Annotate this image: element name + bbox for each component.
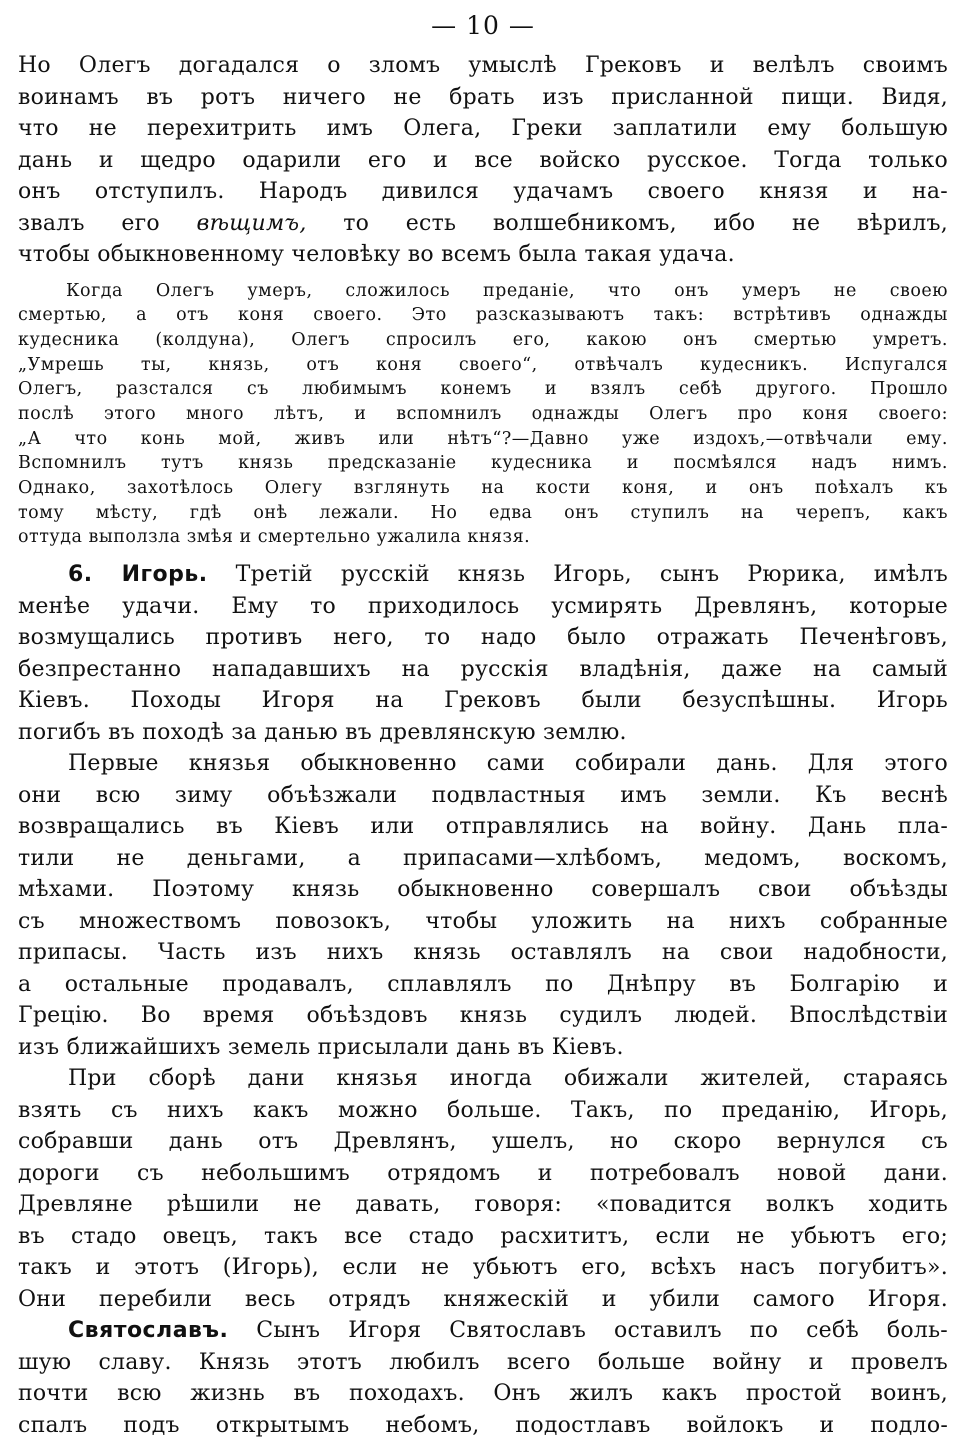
text-line: шую славу. Князь этотъ любилъ всего больше войну и провелъ	[18, 1349, 948, 1375]
text-line: изъ ближайшихъ земель присылали дань въ Кіевъ.	[18, 1034, 624, 1060]
text-line: воинамъ въ ротъ ничего не брать изъ присланной пищи. Видя,	[18, 84, 948, 110]
section-heading-svyatoslav: Святославъ.	[68, 1318, 229, 1344]
small-text-line: кудесника (колдуна), Олегъ спросилъ его, какою онъ смертью умретъ.	[18, 329, 948, 350]
italic-term-veshchim: вѣщимъ,	[196, 210, 307, 236]
small-text-line: „Умрешь ты, князь, отъ коня своего“, отвѣчалъ кудесникъ. Испугался	[18, 354, 948, 375]
text-line: чтобы обыкновенному человѣку во всемъ была такая удача.	[18, 242, 735, 267]
text-line: взять съ нихъ какъ можно больше. Такъ, по преданію, Игорь,	[18, 1097, 948, 1123]
text-line: съ множествомъ повозокъ, чтобы уложить на нихъ собранные	[18, 908, 948, 934]
text-segment: Третій русскій князь Игорь, сынъ Рюрика, имѣлъ	[207, 562, 948, 588]
text-line: спалъ подъ открытымъ небомъ, подостлавъ войлокъ и подло-	[18, 1412, 948, 1438]
text-line: безпрестанно нападавшихъ на русскія владѣнія, даже на самый	[18, 656, 948, 682]
small-text-line: тому мѣсту, гдѣ онѣ лежали. Но едва онъ ступилъ на черепъ, какъ	[18, 502, 948, 523]
text-line: тили не деньгами, а припасами—хлѣбомъ, медомъ, воскомъ,	[18, 845, 948, 871]
paragraph-oleg-poison	[18, 50, 948, 271]
text-line: почти всю жизнь въ походахъ. Онъ жилъ какъ простой воинъ,	[18, 1381, 948, 1407]
small-text-line: оттуда выползла змѣя и смертельно ужалила князя.	[18, 527, 531, 548]
small-text-line: Однако, захотѣлось Олегу взглянуть на кости коня, и онъ поѣхалъ къ	[18, 478, 948, 498]
text-segment: то есть волшебникомъ, ибо не вѣрилъ,	[306, 210, 948, 236]
section-heading-igor: 6. Игорь.	[68, 562, 208, 588]
text-segment: Сынъ Игоря Святославъ оставилъ по себѣ боль-	[228, 1318, 948, 1344]
text-line: собравши дань отъ Древлянъ, ушелъ, но скоро вернулся съ	[18, 1129, 948, 1155]
text-line: дороги съ небольшимъ отрядомъ и потребовалъ новой дани.	[18, 1160, 948, 1186]
paragraph-tribute	[18, 748, 948, 1063]
section-igor	[18, 559, 948, 748]
text-line: что не перехитрить имъ Олега, Греки заплатили ему большую	[18, 116, 948, 141]
text-line: они всю зиму объѣзжали подвластныя имъ земли. Къ веснѣ	[18, 782, 948, 808]
page-number: — 10 —	[431, 11, 535, 40]
text-line: Кіевъ. Походы Игоря на Грековъ были безуспѣшны. Игорь	[18, 688, 948, 714]
text-line: Они перебили весь отрядъ княжескій и убили самого Игоря.	[18, 1286, 948, 1312]
text-line: такъ и этотъ (Игорь), если не убьютъ его, всѣхъ насъ погубитъ».	[18, 1255, 948, 1281]
small-text-line: „А что конь мой, живъ или нѣтъ“?—Давно уже издохъ,—отвѣчали ему.	[18, 428, 948, 449]
text-segment: звалъ его	[18, 210, 197, 236]
text-line: Первые князья обыкновенно сами собирали дань. Для этого	[68, 751, 948, 777]
text-line-with-italic	[18, 208, 948, 240]
text-line: а остальные продавалъ, сплавлялъ по Днѣпру въ Болгарію и	[18, 971, 948, 997]
small-print-legend-oleg-death	[18, 279, 948, 551]
text-line: Древляне рѣшили не давать, говоря: «повадится волкъ ходить	[18, 1192, 948, 1218]
text-line: въ стадо овецъ, такъ все стадо расхититъ, если не убьютъ его;	[18, 1223, 948, 1249]
text-line: Грецію. Во время объѣздовъ князь судилъ людей. Впослѣдствіи	[18, 1003, 948, 1029]
text-line: возвращались въ Кіевъ или отправлялись на войну. Дань пла-	[18, 814, 948, 840]
small-text-line: Когда Олегъ умеръ, сложилось преданіе, что онъ умеръ не своею	[66, 280, 948, 301]
small-text-line: смертью, а отъ коня своего. Это разсказываютъ такъ: встрѣтивъ однажды	[18, 305, 948, 326]
small-text-line: послѣ этого много лѣтъ, и вспомнилъ однажды Олегъ про коня своего:	[18, 403, 948, 424]
section-first-line	[18, 1315, 948, 1347]
paragraph-drevlyane	[18, 1063, 948, 1315]
text-line: погибъ въ походѣ за данью въ древлянскую землю.	[18, 719, 627, 745]
text-line: мѣхами. Поэтому князь обыкновенно совершалъ свои объѣзды	[18, 877, 948, 903]
text-line: припасы. Часть изъ нихъ князь оставлялъ на свои надобности,	[18, 940, 948, 966]
text-line: Но Олегъ догадался о зломъ умыслѣ Грековъ и велѣлъ своимъ	[18, 53, 948, 78]
small-text-line: Вспомнилъ тутъ князь предсказаніе кудесника и посмѣялся надъ нимъ.	[18, 453, 948, 474]
section-first-line	[18, 559, 948, 591]
text-line: онъ отступилъ. Народъ дивился удачамъ своего князя и на-	[18, 179, 948, 204]
section-svyatoslav	[18, 1315, 948, 1441]
text-line: дань и щедро одарили его и все войско русское. Тогда только	[18, 147, 948, 173]
small-text-line: Олегъ, разстался съ любимымъ конемъ и взялъ себѣ другого. Прошло	[18, 379, 948, 400]
text-line: При сборѣ дани князья иногда обижали жителей, стараясь	[68, 1066, 948, 1092]
text-line: возмущались противъ него, то надо было отражать Печенѣговъ,	[18, 625, 948, 651]
text-line: менѣе удачи. Ему то приходилось усмирять Древлянъ, которые	[18, 593, 948, 619]
